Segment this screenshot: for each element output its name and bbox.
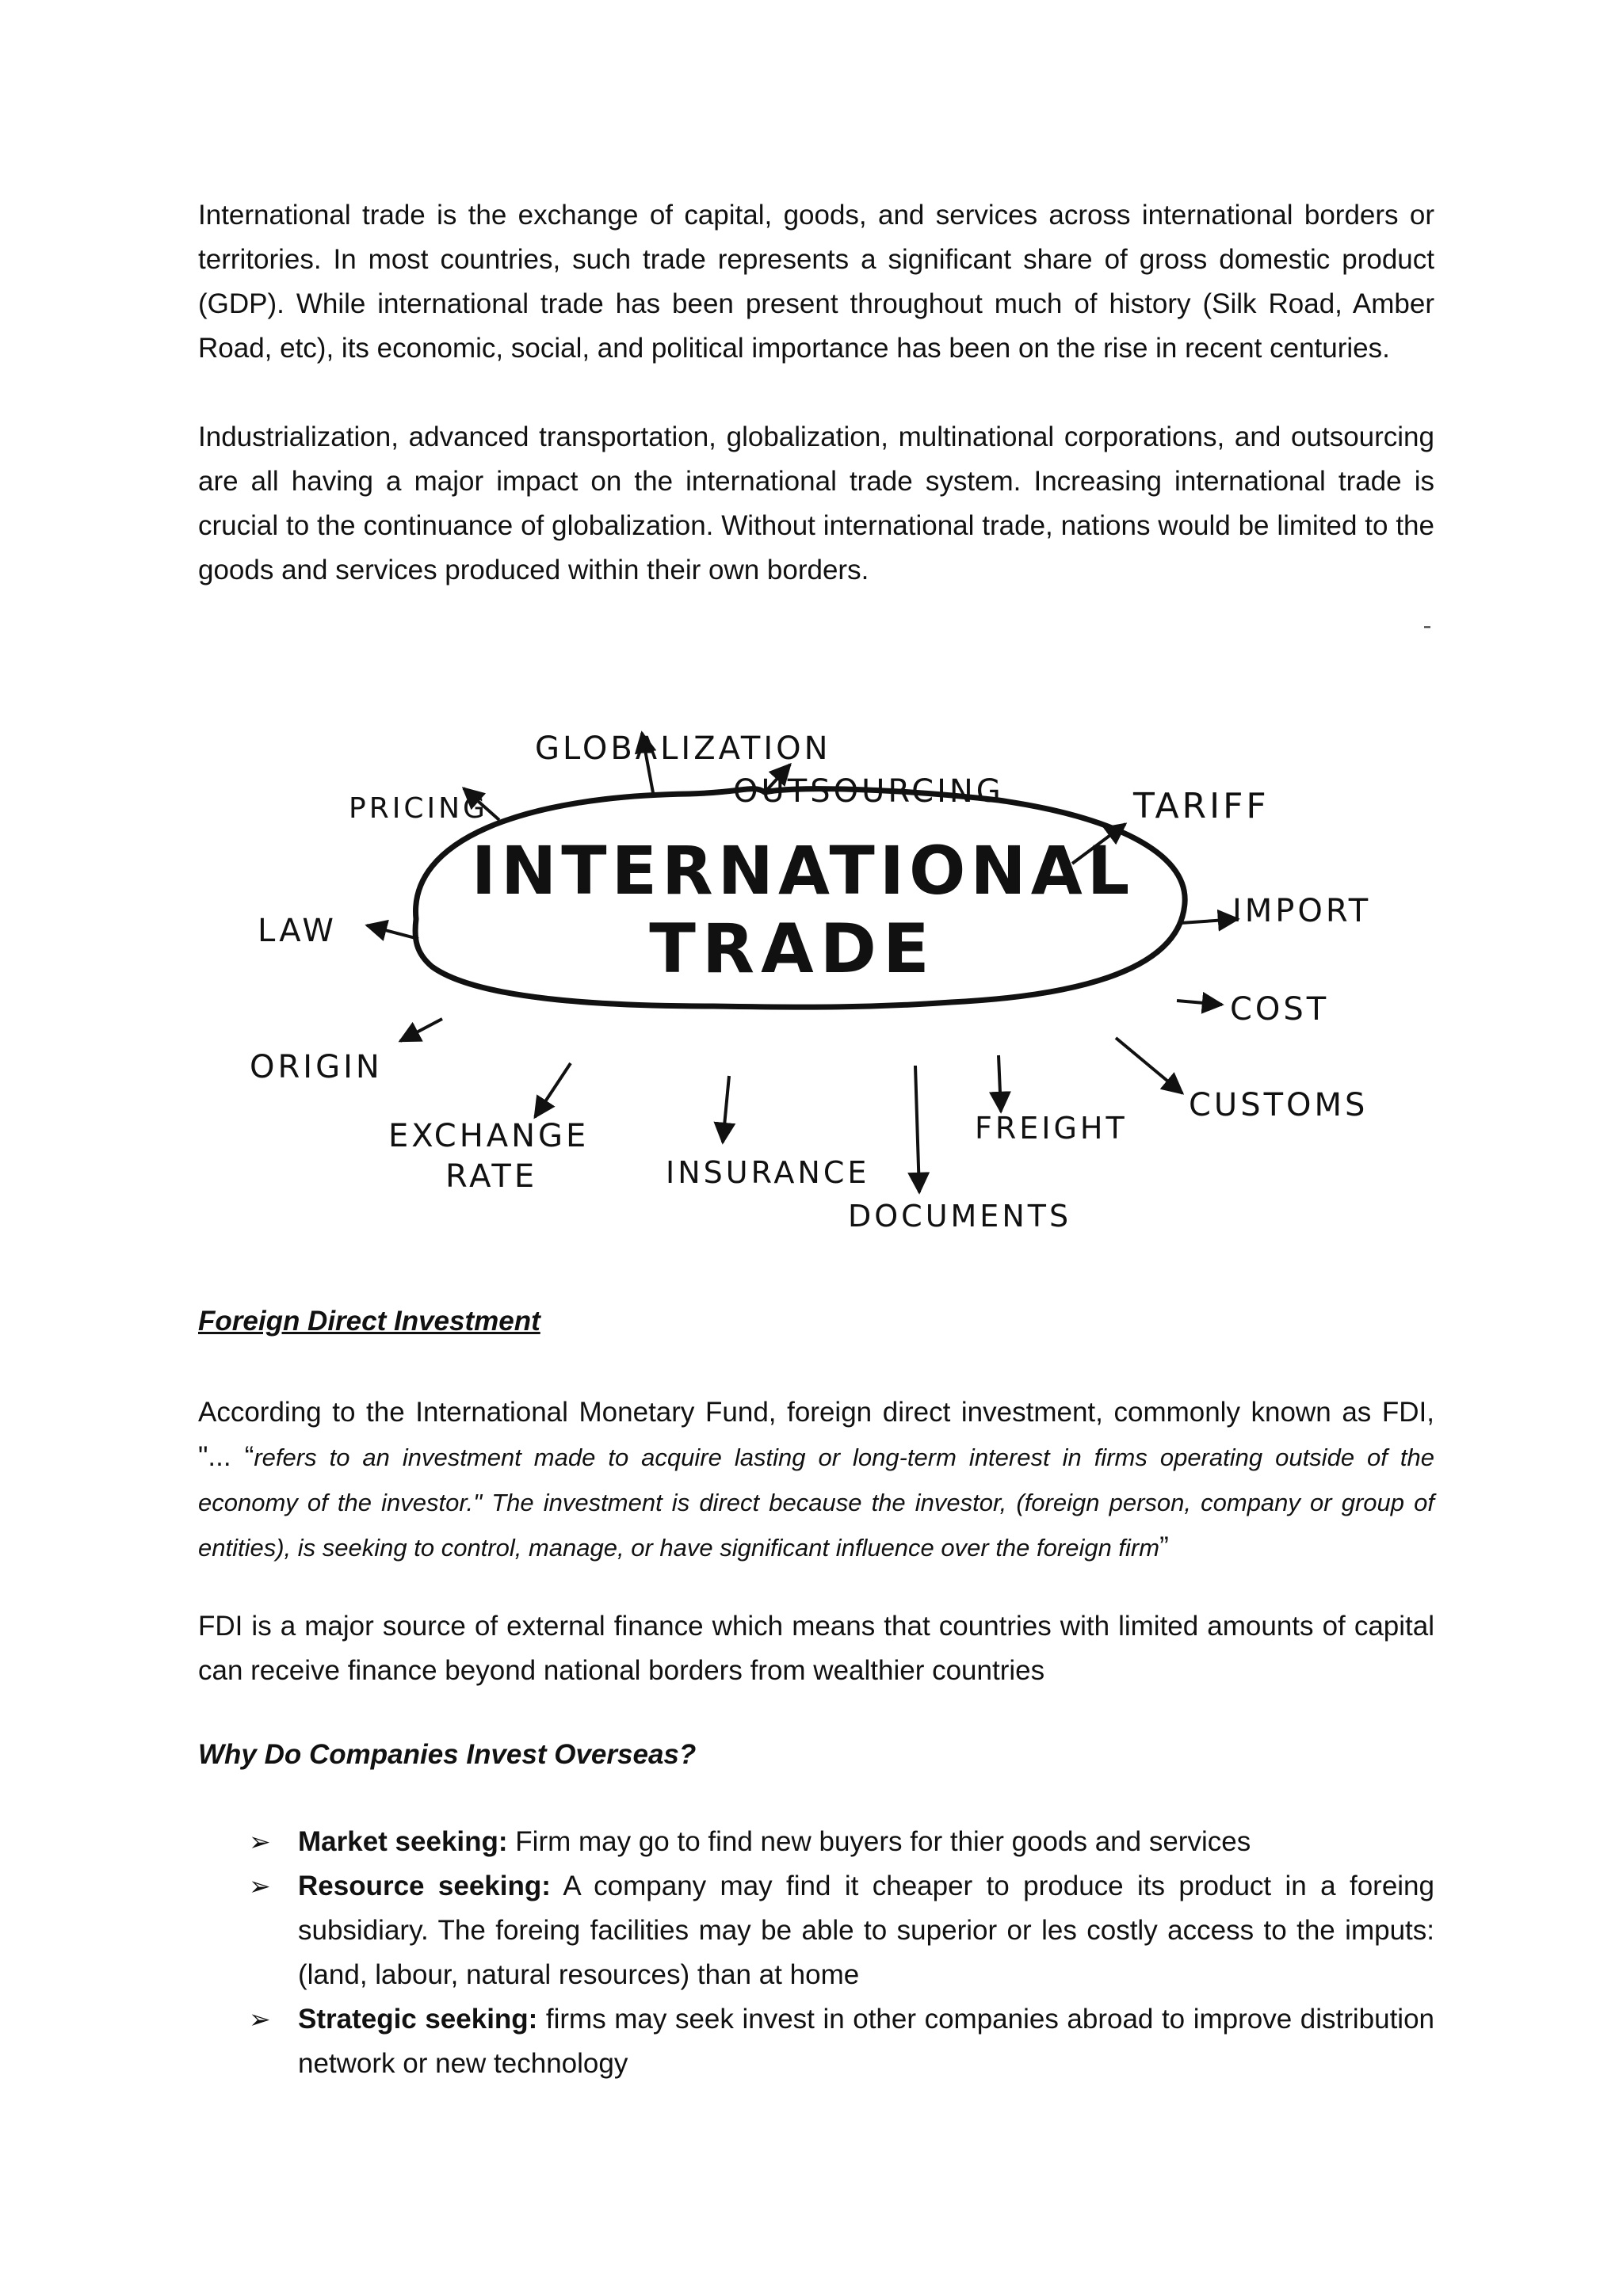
list-item-text: A company may find it cheaper to produce its product in a foreing subsidiary. The foreing facilities may be able to superior or les costly access to the imputs: (land, labour, natural resources) than at home [298, 1871, 1434, 1990]
diagram-label-customs: CUSTOMS [1189, 1087, 1369, 1123]
diagram-label-insurance: INSURANCE [666, 1155, 870, 1190]
arrow-freight [999, 1055, 1001, 1112]
arrow-bullet-icon: ➢ [249, 2004, 271, 2034]
arrow-customs [1116, 1038, 1182, 1093]
list-item-text: Firm may go to find new buyers for thier goods and services [507, 1826, 1251, 1857]
fdi-heading: Foreign Direct Investment [198, 1306, 540, 1337]
list-item-text: firms may seek invest in other companies abroad to improve distribution network or new technology [298, 2004, 1434, 2079]
list-item [198, 1997, 1434, 2086]
arrow-exchange [535, 1063, 571, 1117]
diagram-label-origin: ORIGIN [250, 1049, 383, 1085]
list-item [198, 1864, 1434, 1997]
why-invest-list [198, 1820, 1434, 2086]
international-trade-diagram [238, 713, 1395, 1252]
stray-mark [1424, 626, 1430, 628]
fdi-definition-lead: According to the International Monetary Fund, foreign direct investment, commonly known as FDI, "... “ [198, 1397, 1434, 1472]
why-invest-heading: Why Do Companies Invest Overseas? [198, 1739, 697, 1770]
diagram-label-pricing: PRICING [349, 792, 488, 825]
diagram-label-law: LAW [258, 913, 337, 949]
list-item-term: Strategic seeking: [298, 2004, 538, 2035]
intro-paragraph: International trade is the exchange of capital, goods, and services across international borders or territories. In most countries, such trade represents a significant share of gross domestic product (GDP). While international trade has been present throughout much of history (Silk Road, Amber Road, etc), its economic, social, and political importance has been on the rise in recent centuries. [198, 200, 1434, 364]
arrow-documents [915, 1066, 919, 1192]
arrow-import [1181, 919, 1238, 923]
arrow-insurance [723, 1076, 729, 1142]
arrow-origin [400, 1019, 442, 1041]
diagram-label-rate: RATE [445, 1158, 538, 1195]
diagram-label-freight: FREIGHT [975, 1111, 1128, 1146]
fdi-definition-quote: refers to an investment made to acquire lasting or long-term interest in firms operating outside of the economy of the investor." The investment is direct because the investor, (foreign person, company or group of entities), is seeking to control, manage, or have significant influence over the foreign firm [198, 1444, 1434, 1562]
diagram-label-documents: DOCUMENTS [848, 1199, 1072, 1234]
diagram-label-import: IMPORT [1232, 893, 1372, 929]
diagram-label-exchange: EXCHANGE [388, 1118, 590, 1154]
list-item-term: Market seeking: [298, 1826, 508, 1857]
arrow-bullet-icon: ➢ [249, 1871, 271, 1901]
fdi-finance-paragraph: FDI is a major source of external finance which means that countries with limited amounts of capital can receive finance beyond national borders from wealthier countries [198, 1611, 1434, 1686]
diagram-center-line2: TRADE [649, 910, 936, 989]
fdi-definition-paragraph [198, 1390, 1434, 1570]
arrow-law [367, 925, 418, 939]
list-item [198, 1820, 1434, 1864]
fdi-definition-close: ” [1159, 1531, 1169, 1562]
diagram-label-outsourcing: OUTSOURCING [733, 773, 1004, 810]
diagram-label-globalization: GLOBALIZATION [535, 730, 831, 767]
arrow-bullet-icon: ➢ [249, 1827, 271, 1856]
impact-paragraph: Industrialization, advanced transportation, globalization, multinational corporations, and outsourcing are all having a major impact on the international trade system. Increasing international trade is crucial to the continuance of globalization. Without international trade, nations would be limited to the goods and services produced within their own borders. [198, 421, 1434, 585]
list-item-term: Resource seeking: [298, 1871, 551, 1901]
diagram-center-line1: INTERNATIONAL [471, 832, 1135, 910]
diagram-label-cost: COST [1230, 991, 1330, 1028]
diagram-label-tariff: TARIFF [1133, 786, 1270, 826]
arrow-cost [1177, 1001, 1222, 1005]
